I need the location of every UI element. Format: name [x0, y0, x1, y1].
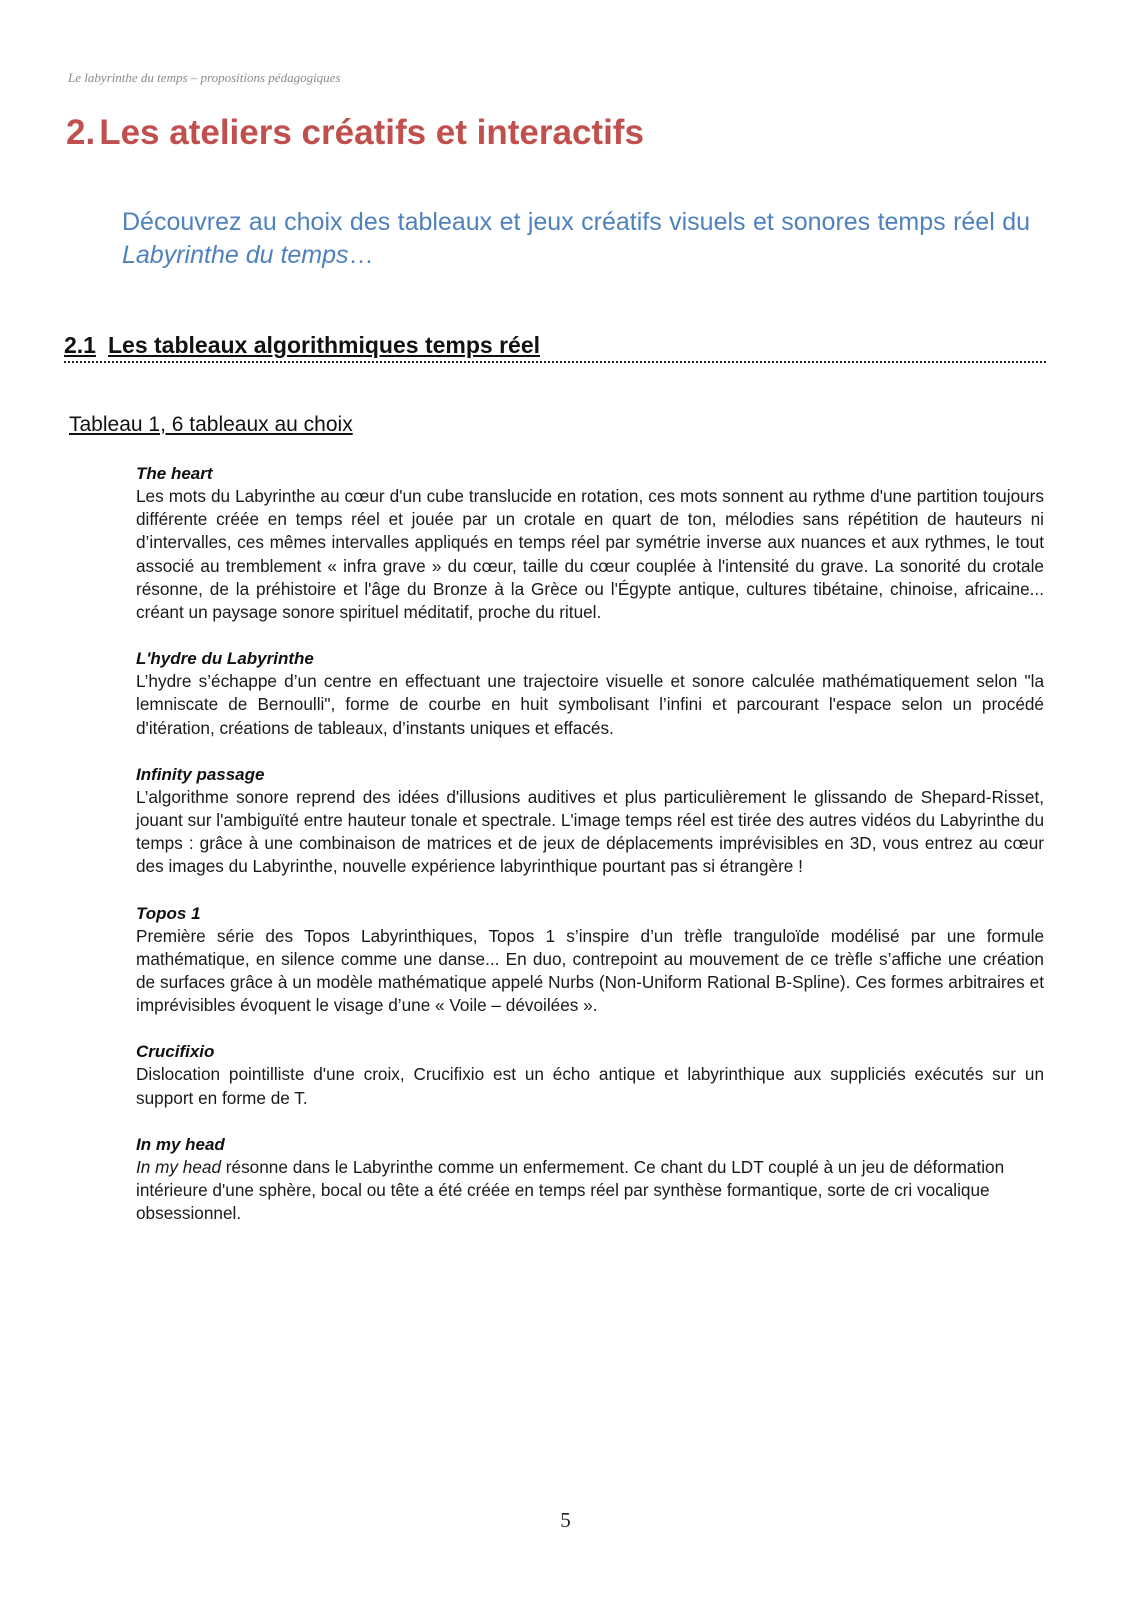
entry	[136, 763, 1044, 879]
entry-text: L’algorithme sonore reprend des idées d'illusions auditives et plus particulièrement le glissando de Shepard-Risset, jouant sur l'ambiguïté entre hauteur tonale et spectrale. L'image temps réel est tirée des autres vidéos du Labyrinthe du temps : grâce à une combinaison de matrices et de jeux de déplacements imprévisibles en 3D, vous entrez au cœur des images du Labyrinthe, nouvelle expérience labyrinthique pourtant pas si étrangère !	[136, 786, 1044, 877]
entry-text-rest: résonne dans le Labyrinthe comme un enfermement. Ce chant du LDT couplé à un jeu de déformation intérieure d'une sphère, bocal ou tête a été créée en temps réel par synthèse formantique, sorte de cri vocalique obsessionnel.	[136, 1156, 1005, 1224]
section-number: 2.1	[64, 332, 96, 358]
entry-title: In my head	[136, 1134, 225, 1154]
page-number: 5	[560, 1508, 571, 1532]
entry-text	[136, 1156, 1044, 1226]
section-title-text: Les tableaux algorithmiques temps réel	[107, 332, 541, 358]
entry-text: Les mots du Labyrinthe au cœur d'un cube translucide en rotation, ces mots sonnent au rythme d'une partition toujours différente créée en temps réel et jouée par un crotale en quart de ton, mélodies sans répétition de hauteurs ni d’intervalles, ces mêmes intervalles appliqués en temps réel par symétrie inverse aux nuances et aux rythmes, le tout associé au tremblement « infra grave » du cœur, taille du cœur couplée à l'intensité du grave. La sonorité du crotale résonne, de la préhistoire et l'âge du Bronze à la Grèce ou l'Égypte antique, cultures tibétaine, chinoise, africaine... créant un paysage sonore spirituel méditatif, proche du rituel.	[136, 486, 1044, 623]
intro-ending: …	[348, 241, 374, 269]
chapter-title-text: Les ateliers créatifs et interactifs	[99, 113, 644, 152]
entry-text: Première série des Topos Labyrinthiques, Topos 1 s’inspire d’un trèfle tranguloïde modélisé par une formule mathématique, en silence comme une danse... En duo, contrepoint au mouvement de ce trèfle s’affiche une création de surfaces grâce à un modèle mathématique appelé Nurbs (Non-Uniform Rational B-Spline). Ces formes arbitraires et imprévisibles évoquent le visage d’une « Voile – dévoilées ».	[136, 925, 1044, 1016]
entry	[136, 1040, 1044, 1109]
entry-text-italic: In my head	[136, 1156, 222, 1177]
section-heading	[64, 330, 1046, 363]
entry-title: The heart	[136, 464, 213, 483]
entry-text: Dislocation pointilliste d'une croix, Crucifixio est un écho antique et labyrinthique aux suppliciés exécutés sur un support en forme de T.	[136, 1064, 1044, 1108]
intro-paragraph	[122, 206, 1030, 272]
subsection-heading: Tableau 1, 6 tableaux au choix	[69, 413, 353, 436]
intro-italic: Labyrinthe du temps	[122, 241, 349, 269]
entry	[136, 462, 1044, 624]
chapter-number: 2.	[66, 113, 96, 152]
running-header: Le labyrinthe du temps – propositions pédagogiques	[68, 70, 341, 85]
entry-title: Topos 1	[136, 903, 201, 923]
entries-list	[136, 462, 1044, 1248]
entry-text: L’hydre s’échappe d’un centre en effectuant une trajectoire visuelle et sonore calculée mathématiquement selon "la lemniscate de Bernoulli", forme de courbe en huit symbolisant l’infini et parcourant l'espace selon un procédé d'itération, créations de tableaux, d’instants uniques et effacés.	[136, 671, 1044, 738]
entry-title: Crucifixio	[136, 1042, 215, 1062]
entry	[136, 902, 1044, 1018]
entry-title: L'hydre du Labyrinthe	[136, 649, 314, 669]
entry	[136, 1133, 1044, 1226]
chapter-title	[66, 110, 644, 156]
entry-title: Infinity passage	[136, 764, 265, 784]
entry	[136, 647, 1044, 740]
intro-text: Découvrez au choix des tableaux et jeux créatifs visuels et sonores temps réel du	[122, 208, 1030, 236]
